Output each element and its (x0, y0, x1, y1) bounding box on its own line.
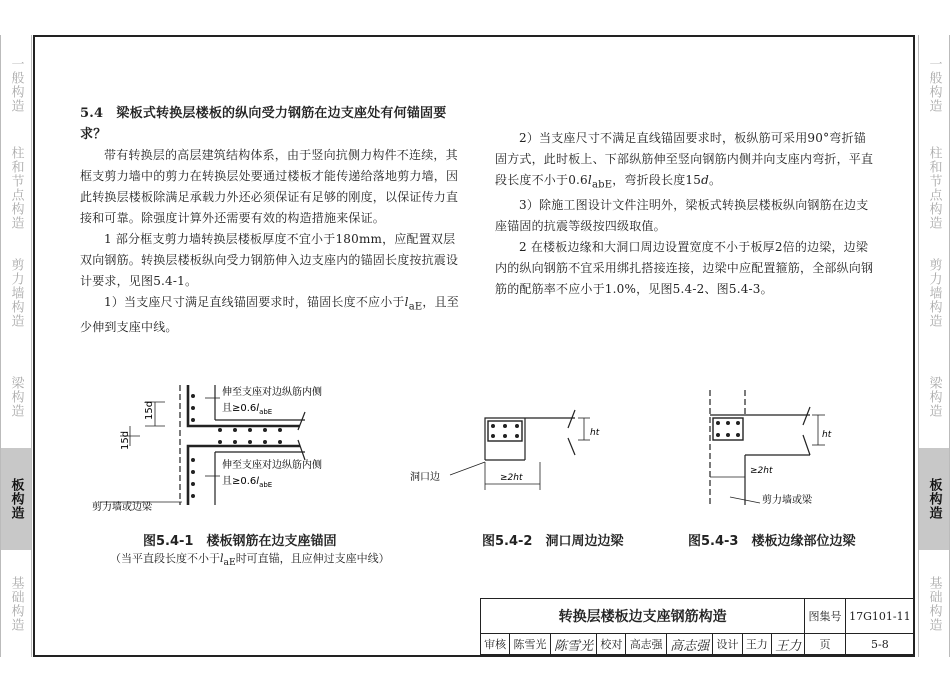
sidebar-label: 一般构造 (8, 57, 24, 113)
sidebar-right-slab[interactable] (918, 448, 950, 550)
right-text-column (495, 128, 875, 300)
designer-name: 王力 (742, 634, 771, 655)
sidebar-left-slab[interactable] (0, 448, 32, 550)
sidebar-right-general[interactable] (918, 35, 950, 135)
paragraph: 2）当支座尺寸不满足直线锚固要求时，板纵筋可采用90°弯折锚固方式，此时板上、下部纵筋伸至竖向钢筋内侧并向支座内弯折，平直段长度不小于$0.6l_{abE}$，弯折段长度15d。 (495, 131, 874, 191)
fig2-caption: 图5.4-2 洞口周边边梁 (482, 534, 624, 549)
reviewer-name: 陈雪光 (510, 634, 550, 655)
note-top-line2: 且$\ge 0.6l_{abE}$ (222, 403, 273, 416)
dim-ht: ht (590, 428, 600, 438)
sidebar-right-foundation[interactable] (918, 550, 950, 657)
sidebar-label: 剪力墙构造 (926, 257, 942, 328)
fig3-caption: 图5.4-3 楼板边缘部位边梁 (688, 534, 856, 549)
sidebar-label: 柱和节点构造 (926, 145, 942, 230)
sidebar-left-beam[interactable] (0, 345, 32, 448)
label-wall-or-edge-beam: 剪力墙或边梁 (92, 502, 152, 513)
drawing-title: 转换层楼板边支座钢筋构造 (481, 599, 805, 634)
sidebar-left-columns[interactable] (0, 135, 32, 240)
dim-ht: ht (822, 430, 832, 440)
fig1-caption: 图5.4-1 楼板钢筋在边支座锚固 (143, 534, 337, 549)
figure-5-4-1 (70, 380, 370, 520)
sidebar-label: 一般构造 (926, 57, 942, 113)
sidebar-label: 基础构造 (8, 575, 24, 632)
sidebar-label: 梁构造 (926, 375, 942, 418)
designer-signature: 王力 (771, 634, 804, 655)
note-bottom-line1: 伸至支座对边纵筋内侧 (222, 460, 322, 471)
paragraph: 带有转换层的高层建筑结构体系，由于竖向抗侧力构件不连续，其框支剪力墙中的剪力在转换层处要通过楼板才能传递给落地剪力墙，因此转换层楼板除满足承载力外还必须保证有足够的刚度，以保证传力直接和可靠。除强度计算外还需要有效的构造措施来保证。 (80, 148, 459, 225)
title-block (480, 598, 915, 655)
atlas-number: 17G101-11 (845, 599, 914, 634)
review-label: 审核 (481, 634, 510, 655)
checker-signature: 高志强 (666, 634, 712, 655)
dim-2ht: ≥2ht (750, 466, 773, 476)
check-label: 校对 (597, 634, 626, 655)
section-heading: 5.4 梁板式转换层楼板的纵向受力钢筋在边支座处有何锚固要求？ (80, 106, 447, 142)
label-hole-edge: 洞口边 (410, 472, 440, 483)
label-wall-or-beam: 剪力墙或梁 (762, 495, 812, 506)
sidebar-label: 梁构造 (8, 375, 24, 418)
page-label: 页 (805, 634, 845, 655)
dim-15d-top: 15d (144, 400, 155, 420)
page-number: 5-8 (845, 634, 914, 655)
checker-name: 高志强 (626, 634, 666, 655)
paragraph: 3）除施工图设计文件注明外，梁板式转换层楼板纵向钢筋在边支座锚固的抗震等级按四级取值。 (495, 198, 869, 234)
fig1-subcaption: （当平直段长度不小于$l_{aE}$时可直锚，且应伸过支座中线） (110, 552, 390, 569)
dim-2ht: ≥2ht (500, 473, 523, 483)
sidebar-label: 剪力墙构造 (8, 257, 24, 328)
sidebar-right-shearwall[interactable] (918, 240, 950, 345)
left-text-column (80, 103, 462, 338)
atlas-label: 图集号 (805, 599, 845, 634)
paragraph: 2 在楼板边缘和大洞口周边设置宽度不小于板厚2倍的边梁，边梁内的纵向钢筋不宜采用绑扎搭接连接，边梁中应配置箍筋，全部纵向钢筋的配筋率不应小于1.0%，见图5.4-2、图5.4-3。 (495, 240, 874, 297)
paragraph: 1 部分框支剪力墙转换层楼板厚度不宜小于180mm，应配置双层双向钢筋。转换层楼板纵向受力钢筋伸入边支座内的锚固长度按抗震设计要求，见图5.4-1。 (80, 232, 459, 288)
note-top-line1: 伸至支座对边纵筋内侧 (222, 387, 322, 398)
paragraph: 1）当支座尺寸满足直线锚固要求时，锚固长度不应小于$l_{aE}$，且至少伸到支座中线。 (80, 295, 459, 335)
sidebar-right-columns[interactable] (918, 135, 950, 240)
figure-5-4-3 (690, 385, 870, 525)
sidebar-label: 板构造 (926, 478, 942, 520)
note-bottom-line2: 且$\ge 0.6l_{abE}$ (222, 476, 273, 489)
sidebar-label: 柱和节点构造 (8, 145, 24, 230)
sidebar-label: 基础构造 (926, 575, 942, 632)
sidebar-left-general[interactable] (0, 35, 32, 135)
figure-5-4-2 (400, 400, 620, 500)
sidebar-left-foundation[interactable] (0, 550, 32, 657)
sidebar-right-beam[interactable] (918, 345, 950, 448)
sidebar-label: 板构造 (8, 478, 24, 520)
dim-15d-bottom: 15d (120, 430, 131, 450)
reviewer-signature: 陈雪光 (550, 634, 596, 655)
sidebar-left-shearwall[interactable] (0, 240, 32, 345)
design-label: 设计 (713, 634, 742, 655)
